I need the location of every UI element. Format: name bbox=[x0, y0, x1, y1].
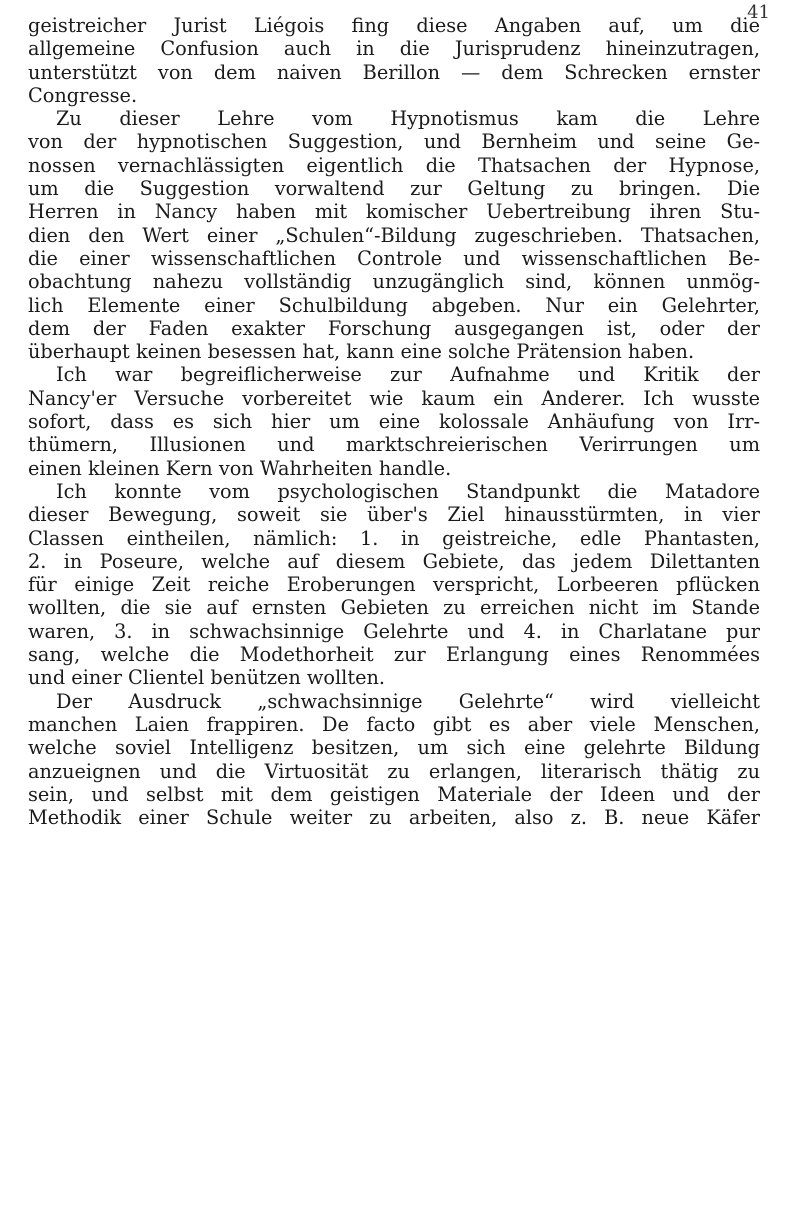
text-line: Methodik einer Schule weiter zu arbeiten, also z. B. neue Käfer bbox=[28, 806, 760, 830]
text-line: einen kleinen Kern von Wahrheiten handle. bbox=[28, 456, 452, 480]
text-line: waren, 3. in schwachsinnige Gelehrte und 4. in Charlatane pur bbox=[28, 619, 760, 643]
text-line: sang, welche die Modethorheit zur Erlangung eines Renommées bbox=[28, 643, 760, 667]
text-line: um die Suggestion vorwaltend zur Geltung zu bringen. Die bbox=[28, 177, 760, 201]
text-line: dieser Bewegung, soweit sie über's Ziel hinausstürmten, in vier bbox=[28, 503, 760, 527]
text-line: Ich konnte vom psychologischen Standpunkt die Matadore bbox=[56, 479, 760, 503]
text-line: lich Elemente einer Schulbildung abgeben. Nur ein Gelehrter, bbox=[28, 293, 760, 317]
text-line: thümern, Illusionen und marktschreierischen Verirrungen um bbox=[28, 433, 760, 457]
text-line: Herren in Nancy haben mit komischer Uebertreibung ihren Stu- bbox=[28, 200, 760, 224]
text-line: Der Ausdruck „schwachsinnige Gelehrte“ wird vielleicht bbox=[56, 689, 760, 713]
text-line: und einer Clientel benützen wollten. bbox=[28, 666, 386, 690]
body-text bbox=[28, 14, 760, 829]
text-line: von der hypnotischen Suggestion, und Bernheim und seine Ge- bbox=[28, 130, 760, 154]
text-line: überhaupt keinen besessen hat, kann eine solche Prätension haben. bbox=[28, 340, 695, 364]
text-line: manchen Laien frappiren. De facto gibt es aber viele Menschen, bbox=[28, 712, 760, 736]
text-line: unterstützt von dem naiven Berillon — dem Schrecken ernster bbox=[28, 60, 760, 84]
text-line: Zu dieser Lehre vom Hypnotismus kam die Lehre bbox=[56, 107, 760, 131]
text-line: sein, und selbst mit dem geistigen Materiale der Ideen und der bbox=[28, 782, 760, 806]
text-line: nossen vernachlässigten eigentlich die Thatsachen der Hypnose, bbox=[28, 153, 760, 177]
page-number: 41 bbox=[747, 2, 770, 23]
text-line: dien den Wert einer „Schulen“-Bildung zugeschrieben. Thatsachen, bbox=[28, 223, 760, 247]
text-line: sofort, dass es sich hier um eine kolossale Anhäufung von Irr- bbox=[28, 410, 760, 434]
text-line: dem der Faden exakter Forschung ausgegangen ist, oder der bbox=[28, 316, 760, 340]
text-line: Congresse. bbox=[28, 83, 138, 107]
text-line: anzueignen und die Virtuosität zu erlangen, literarisch thätig zu bbox=[28, 759, 760, 783]
text-line: 2. in Poseure, welche auf diesem Gebiete, das jedem Dilettanten bbox=[28, 549, 760, 573]
text-line: welche soviel Intelligenz besitzen, um sich eine gelehrte Bildung bbox=[28, 736, 760, 760]
text-line: die einer wissenschaftlichen Controle und wissenschaftlichen Be- bbox=[28, 246, 760, 270]
text-line: wollten, die sie auf ernsten Gebieten zu erreichen nicht im Stande bbox=[28, 596, 760, 620]
text-line: allgemeine Confusion auch in die Jurisprudenz hineinzutragen, bbox=[28, 37, 760, 61]
text-line: Classen eintheilen, nämlich: 1. in geistreiche, edle Phantasten, bbox=[28, 526, 760, 550]
text-line: für einige Zeit reiche Eroberungen verspricht, Lorbeeren pflücken bbox=[28, 573, 760, 597]
text-line: Ich war begreiflicherweise zur Aufnahme und Kritik der bbox=[56, 363, 760, 387]
text-line: obachtung nahezu vollständig unzugänglich sind, können unmög- bbox=[28, 270, 760, 294]
text-line: Nancy'er Versuche vorbereitet wie kaum ein Anderer. Ich wusste bbox=[28, 386, 760, 410]
text-line: geistreicher Jurist Liégois fing diese Angaben auf, um die bbox=[28, 14, 760, 37]
